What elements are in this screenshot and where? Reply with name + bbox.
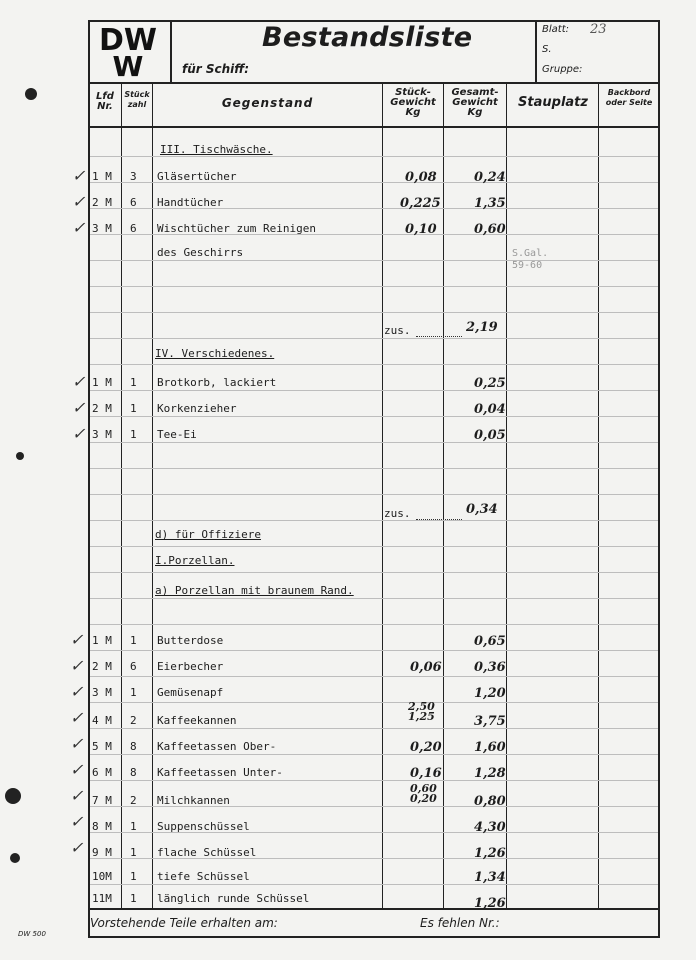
col-header-seite: Backbord oder Seite [605, 88, 653, 107]
list-item [0, 370, 696, 396]
sum-value: 2,19 [466, 320, 498, 335]
form-code: DW 500 [18, 930, 46, 938]
row-number: 1 M [92, 634, 112, 647]
list-item [0, 654, 696, 680]
sum-label: zus. [384, 507, 411, 520]
punch-hole [16, 452, 24, 460]
row-total-weight: 0,05 [474, 428, 506, 443]
row-unit-weight: 0,20 [410, 740, 442, 755]
s-label: S. [542, 44, 552, 55]
row-item: des Geschirrs [157, 246, 244, 259]
row-item: Wischtücher zum Reinigen [157, 222, 316, 235]
sum-label: zus. [384, 324, 411, 337]
row-unit-weight: 2,50 1,25 [408, 700, 435, 723]
row-item: Brotkorb, lackiert [157, 376, 277, 389]
list-item [0, 628, 696, 654]
row-number: 2 M [92, 660, 112, 673]
row-number: 4 M [92, 714, 112, 727]
ruled-line [90, 364, 658, 365]
ruled-line [90, 494, 658, 495]
row-total-weight: 0,65 [474, 634, 506, 649]
list-item [0, 886, 696, 912]
row-item: Kaffeekannen [157, 714, 237, 727]
list-item [0, 422, 696, 448]
check-mark: ✓ [70, 656, 84, 675]
ruled-line [90, 286, 658, 287]
row-qty: 6 [130, 196, 137, 209]
row-qty: 3 [130, 170, 137, 183]
row-total-weight: 1,26 [474, 896, 506, 911]
row-qty: 6 [130, 660, 137, 673]
row-total-weight: 1,20 [474, 686, 506, 701]
row-number: 1 M [92, 170, 112, 183]
row-item: Butterdose [157, 634, 224, 647]
check-mark: ✓ [72, 424, 86, 443]
section-heading: a) Porzellan mit braunem Rand. [155, 584, 354, 597]
col-header-stueck-gewicht: Stück-Gewicht Kg [390, 87, 436, 118]
row-item: flache Schüssel [157, 846, 257, 859]
row-total-weight: 1,34 [474, 870, 506, 885]
row-item: Kaffeetassen Ober- [157, 740, 277, 753]
row-total-weight: 0,25 [474, 376, 506, 391]
row-total-weight: 0,24 [474, 170, 506, 185]
blatt-value: 23 [590, 22, 607, 37]
row-item: Korkenzieher [157, 402, 237, 415]
row-number: 3 M [92, 428, 112, 441]
ruled-line [90, 520, 658, 521]
check-mark: ✓ [72, 192, 86, 211]
col-header-lfd-nr: Lfd Nr. [96, 91, 114, 112]
row-number: 9 M [92, 846, 112, 859]
ruled-line [90, 572, 658, 573]
form-title: Bestandsliste [262, 22, 473, 53]
list-item [0, 396, 696, 422]
row-number: 3 M [92, 686, 112, 699]
section-heading: I.Porzellan. [155, 554, 235, 567]
row-total-weight: 0,60 [474, 222, 506, 237]
list-item [0, 164, 696, 190]
row-number: 5 M [92, 740, 112, 753]
check-mark: ✓ [70, 708, 84, 727]
row-item: Eierbecher [157, 660, 224, 673]
row-item: Suppenschüssel [157, 820, 250, 833]
row-total-weight: 1,26 [474, 846, 506, 861]
ruled-line [90, 338, 658, 339]
row-qty: 2 [130, 794, 137, 807]
row-item: länglich runde Schüssel [157, 892, 310, 905]
row-unit-weight: 0,16 [410, 766, 442, 781]
row-number: 8 M [92, 820, 112, 833]
section-heading: III. Tischwäsche. [160, 143, 273, 156]
gruppe-label: Gruppe: [542, 64, 583, 75]
row-unit-weight: 0,06 [410, 660, 442, 675]
ruled-line [90, 156, 658, 157]
col-header-gesamt-gewicht: Gesamt-Gewicht Kg [451, 87, 499, 118]
punch-hole [25, 88, 37, 100]
check-mark: ✓ [70, 812, 84, 831]
list-item [0, 814, 696, 840]
row-number: 7 M [92, 794, 112, 807]
list-item [0, 700, 696, 734]
check-mark: ✓ [72, 398, 86, 417]
dw-logo [95, 22, 161, 78]
row-unit-weight: 0,225 [400, 196, 441, 211]
row-qty: 8 [130, 740, 137, 753]
ruled-line [90, 546, 658, 547]
row-unit-weight: 0,08 [405, 170, 437, 185]
svg-text:DW: DW [99, 23, 157, 58]
row-qty: 2 [130, 714, 137, 727]
row-unit-weight: 0,10 [405, 222, 437, 237]
list-item [0, 190, 696, 216]
row-unit-weight: 0,60 0,20 [410, 782, 437, 805]
row-item: Tee-Ei [157, 428, 197, 441]
check-mark: ✓ [70, 786, 84, 805]
section-heading: d) für Offiziere [155, 528, 261, 541]
ruled-line [90, 312, 658, 313]
row-qty: 1 [130, 402, 137, 415]
received-label: Vorstehende Teile erhalten am: [90, 916, 278, 930]
list-item [0, 240, 696, 266]
check-mark: ✓ [70, 838, 84, 857]
list-item [0, 840, 696, 866]
row-qty: 1 [130, 892, 137, 905]
row-item: Gläsertücher [157, 170, 237, 183]
row-qty: 1 [130, 634, 137, 647]
row-qty: 1 [130, 846, 137, 859]
ruled-line [90, 624, 658, 625]
svg-text:W: W [112, 50, 144, 78]
row-qty: 1 [130, 376, 137, 389]
check-mark: ✓ [70, 734, 84, 753]
sum-value: 0,34 [466, 502, 498, 517]
row-total-weight: 0,80 [474, 794, 506, 809]
check-mark: ✓ [70, 630, 84, 649]
check-mark: ✓ [70, 682, 84, 701]
section-heading: IV. Verschiedenes. [155, 347, 275, 360]
row-number: 11M [92, 892, 112, 905]
row-number: 2 M [92, 402, 112, 415]
ruled-line [90, 468, 658, 469]
list-item [0, 782, 696, 814]
row-item: Gemüsenapf [157, 686, 224, 699]
missing-label: Es fehlen Nr.: [420, 916, 500, 930]
row-total-weight: 0,36 [474, 660, 506, 675]
check-mark: ✓ [72, 166, 86, 185]
stauplatz-note: S.Gal. 59-60 [512, 248, 549, 271]
row-total-weight: 1,28 [474, 766, 506, 781]
col-header-gegenstand: Gegenstand [221, 96, 314, 110]
row-qty: 1 [130, 686, 137, 699]
list-item [0, 760, 696, 786]
row-total-weight: 1,60 [474, 740, 506, 755]
row-number: 10M [92, 870, 112, 883]
row-number: 2 M [92, 196, 112, 209]
ship-label: für Schiff: [182, 62, 250, 76]
blatt-label: Blatt: [542, 24, 569, 35]
row-qty: 1 [130, 428, 137, 441]
row-total-weight: 0,04 [474, 402, 506, 417]
list-item [0, 216, 696, 242]
col-header-stauplatz: Stauplatz [518, 95, 588, 110]
row-item: Handtücher [157, 196, 224, 209]
row-total-weight: 1,35 [474, 196, 506, 211]
row-qty: 1 [130, 870, 137, 883]
list-item [0, 680, 696, 706]
check-mark: ✓ [70, 760, 84, 779]
row-qty: 1 [130, 820, 137, 833]
check-mark: ✓ [72, 218, 86, 237]
row-number: 6 M [92, 766, 112, 779]
row-qty: 8 [130, 766, 137, 779]
row-number: 3 M [92, 222, 112, 235]
row-total-weight: 3,75 [474, 714, 506, 729]
check-mark: ✓ [72, 372, 86, 391]
list-item [0, 734, 696, 760]
row-item: Kaffeetassen Unter- [157, 766, 283, 779]
row-item: tiefe Schüssel [157, 870, 250, 883]
row-item: Milchkannen [157, 794, 230, 807]
row-number: 1 M [92, 376, 112, 389]
row-qty: 6 [130, 222, 137, 235]
row-total-weight: 4,30 [474, 820, 506, 835]
col-header-stueckzahl: Stück zahl [124, 90, 150, 109]
